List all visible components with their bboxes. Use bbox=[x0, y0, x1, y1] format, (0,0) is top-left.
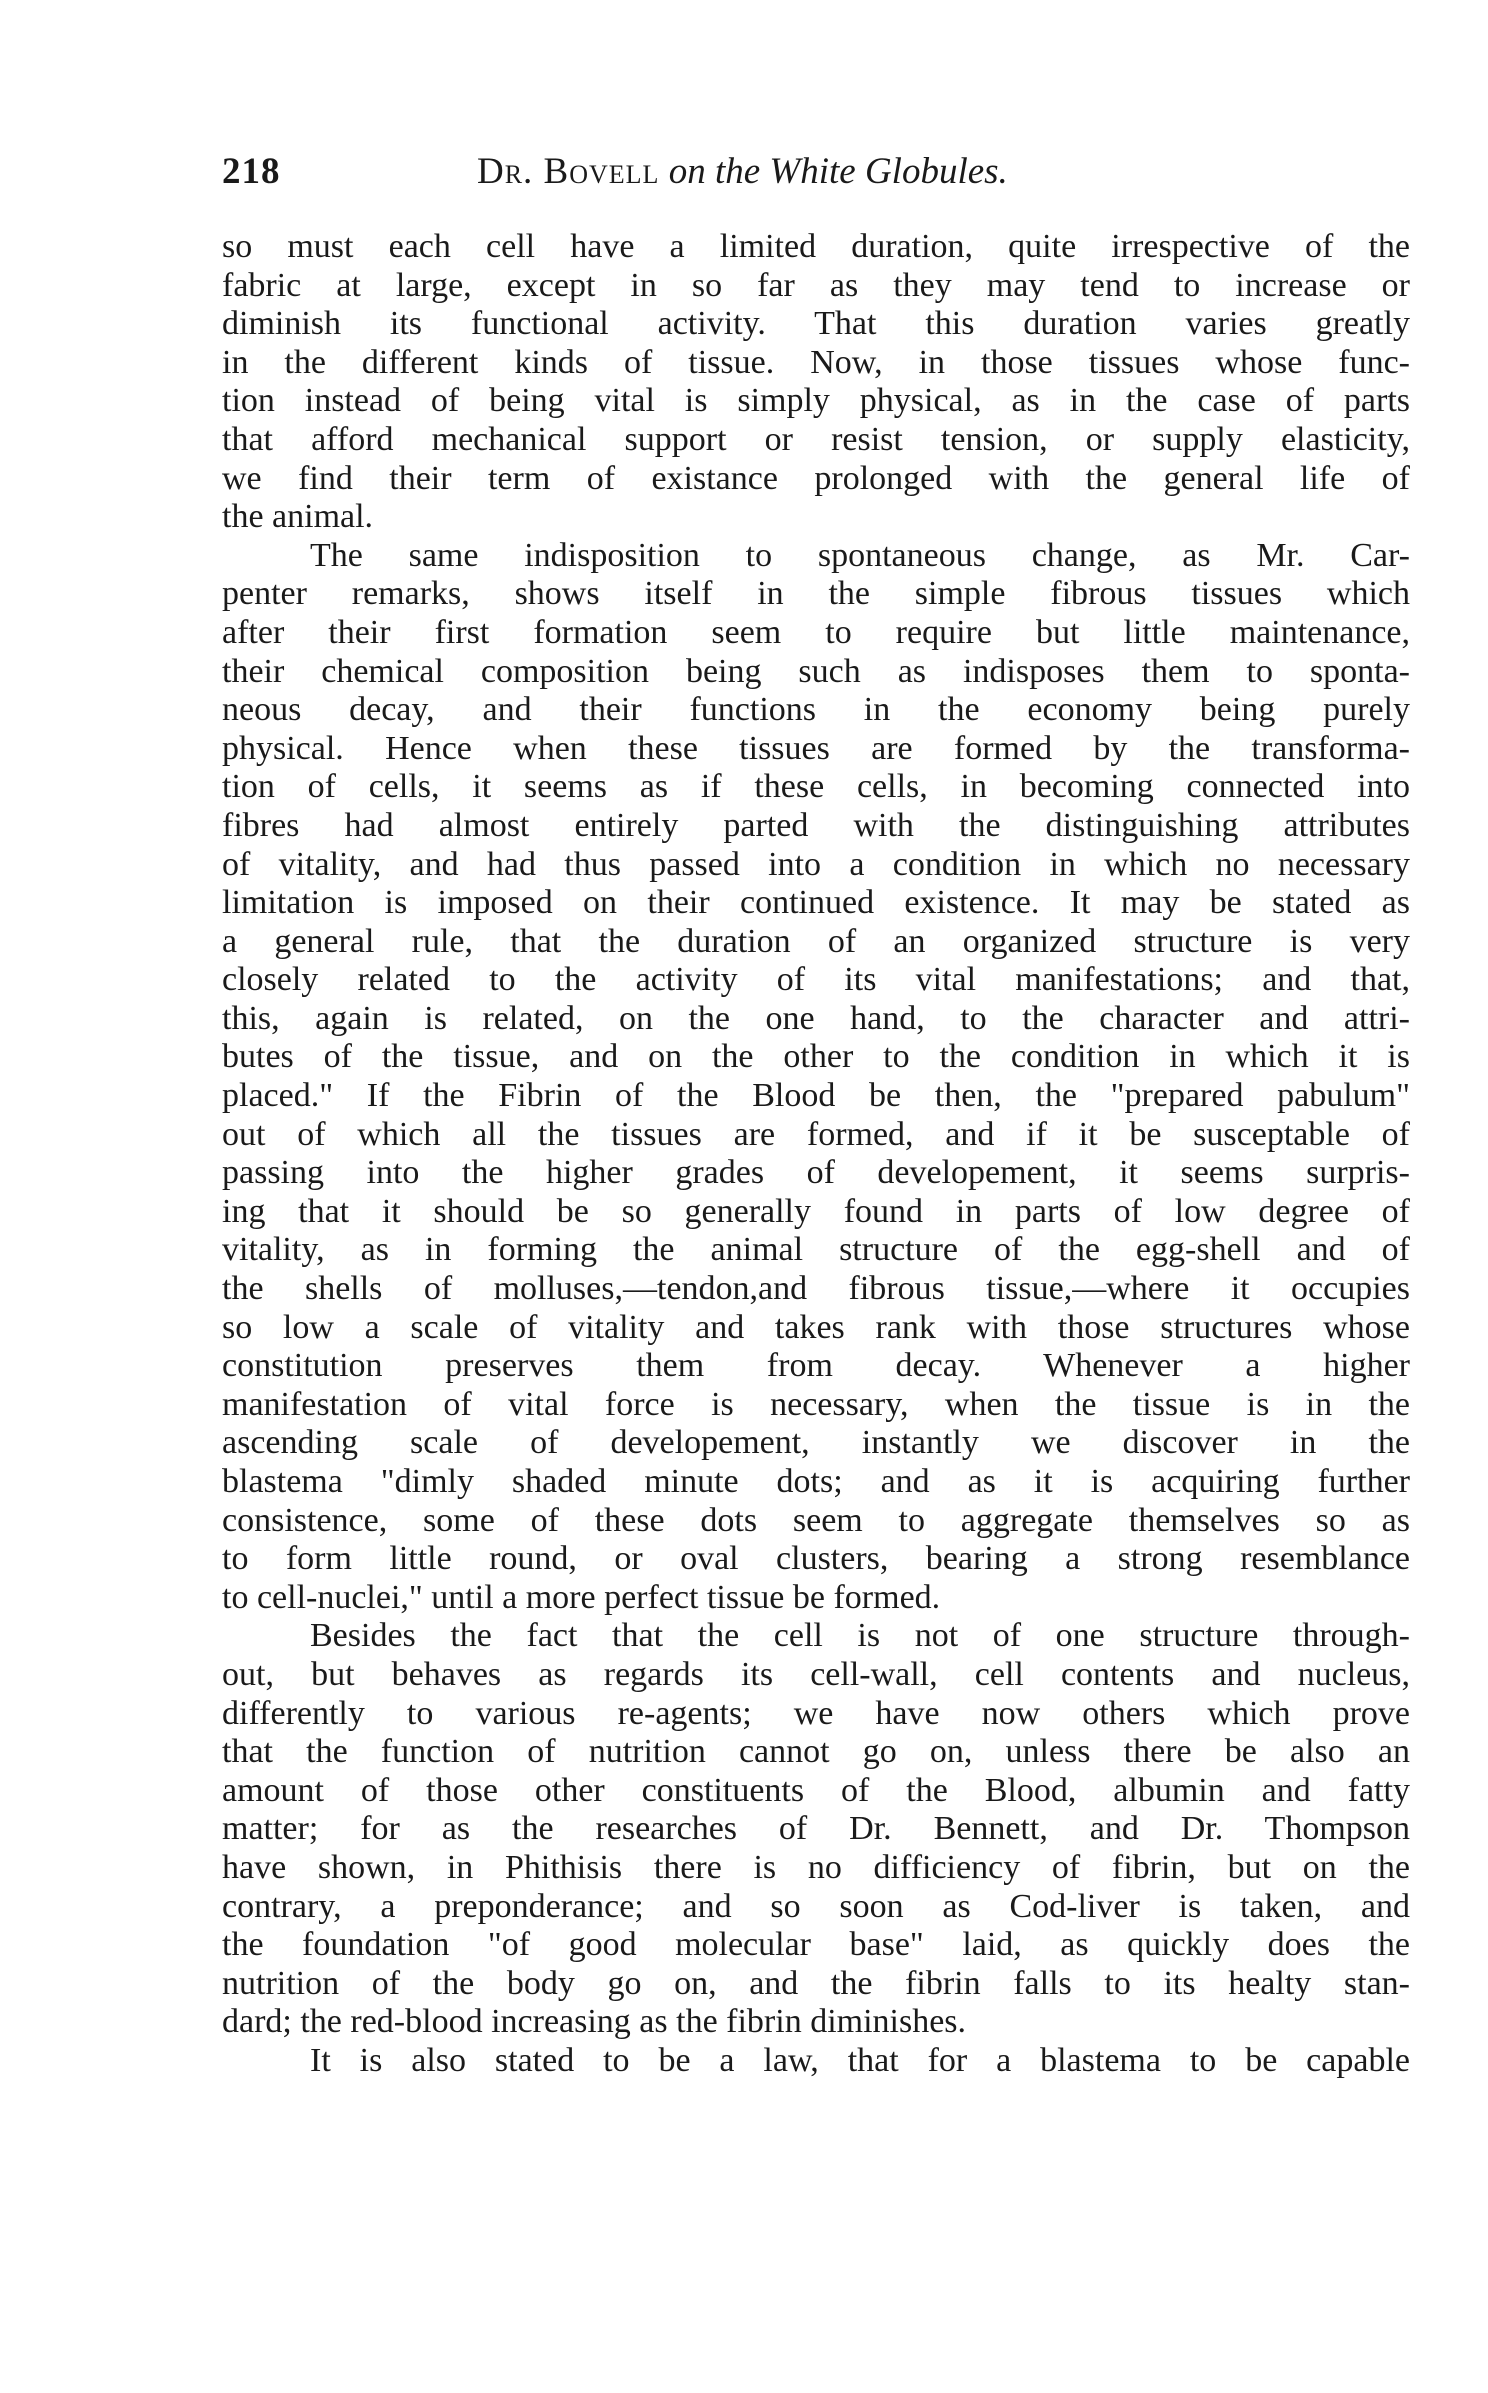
text-line: that afford mechanical support or resist tension, or supply elasticity, bbox=[222, 420, 1410, 458]
text-line: after their first formation seem to require but little maintenance, bbox=[222, 613, 1410, 651]
text-line: neous decay, and their functions in the economy being purely bbox=[222, 691, 1410, 729]
text-line: diminish its functional activity. That this duration varies greatly bbox=[222, 305, 1410, 343]
text-line: butes of the tissue, and on the other to the condition in which it is bbox=[222, 1038, 1410, 1076]
text-line: Besides the fact that the cell is not of one structure through- bbox=[310, 1617, 1410, 1655]
text-line: fabric at large, except in so far as they may tend to increase or bbox=[222, 266, 1410, 304]
text-line: The same indisposition to spontaneous change, as Mr. Car- bbox=[310, 536, 1410, 574]
text-line: blastema "dimly shaded minute dots; and as it is acquiring further bbox=[222, 1463, 1410, 1500]
text-line: the foundation "of good molecular base" laid, as quickly does the bbox=[222, 1926, 1410, 1964]
text-line: in the different kinds of tissue. Now, in those tissues whose func- bbox=[222, 343, 1410, 381]
running-title-subject: on the White Globules. bbox=[668, 151, 1008, 192]
text-line: placed." If the Fibrin of the Blood be then, the "prepared pabulum" bbox=[222, 1077, 1410, 1115]
text-line: tion of cells, it seems as if these cells, in becoming connected into bbox=[222, 768, 1410, 806]
paragraph-4 bbox=[222, 2042, 1410, 2081]
page-number: 218 bbox=[222, 151, 281, 192]
text-line: a general rule, that the duration of an organized structure is very bbox=[222, 922, 1410, 960]
text-line: the animal. bbox=[222, 498, 374, 536]
text-line: of vitality, and had thus passed into a condition in which no necessary bbox=[222, 845, 1410, 883]
text-line: penter remarks, shows itself in the simple fibrous tissues which bbox=[222, 575, 1410, 613]
running-title bbox=[477, 150, 1008, 193]
text-line: amount of those other constituents of the Blood, albumin and fatty bbox=[222, 1771, 1410, 1809]
running-title-author: Dr. Bovell bbox=[477, 151, 660, 192]
text-line: that the function of nutrition cannot go on, unless there be also an bbox=[222, 1733, 1410, 1771]
text-line: have shown, in Phithisis there is no difficiency of fibrin, but on the bbox=[222, 1848, 1410, 1886]
text-line: physical. Hence when these tissues are formed by the transforma- bbox=[222, 729, 1410, 767]
text-line: nutrition of the body go on, and the fibrin falls to its healty stan- bbox=[222, 1964, 1410, 2002]
text-line: consistence, some of these dots seem to aggregate themselves so as bbox=[222, 1501, 1410, 1539]
text-line: It is also stated to be a law, that for a blastema to be capable bbox=[310, 2041, 1410, 2079]
text-line: differently to various re-agents; we have now others which prove bbox=[222, 1694, 1410, 1732]
text-line: contrary, a preponderance; and so soon as Cod-liver is taken, and bbox=[222, 1887, 1410, 1925]
text-line: tion instead of being vital is simply physical, as in the case of parts bbox=[222, 382, 1410, 420]
text-line: their chemical composition being such as indisposes them to sponta- bbox=[222, 652, 1410, 690]
text-line: vitality, as in forming the animal structure of the egg-shell and of bbox=[222, 1231, 1410, 1269]
text-line: we find their term of existance prolonged with the general life of bbox=[222, 459, 1410, 497]
text-line: ascending scale of developement, instantly we discover in the bbox=[222, 1424, 1410, 1462]
text-line: to cell-nuclei," until a more perfect tissue be formed. bbox=[222, 1578, 941, 1616]
text-line: passing into the higher grades of developement, it seems surpris- bbox=[222, 1154, 1410, 1192]
text-line: so must each cell have a limited duration, quite irrespective of the bbox=[222, 228, 1410, 265]
text-line: so low a scale of vitality and takes rank with those structures whose bbox=[222, 1308, 1410, 1346]
paragraph-3 bbox=[222, 1617, 1410, 2042]
text-line: to form little round, or oval clusters, bearing a strong resemblance bbox=[222, 1540, 1410, 1578]
text-line: fibres had almost entirely parted with the distinguishing attributes bbox=[222, 806, 1410, 844]
text-line: dard; the red-blood increasing as the fibrin diminishes. bbox=[222, 2003, 967, 2041]
text-line: constitution preserves them from decay. Whenever a higher bbox=[222, 1347, 1410, 1385]
text-line: closely related to the activity of its vital manifestations; and that, bbox=[222, 961, 1410, 999]
text-line: this, again is related, on the one hand, to the character and attri- bbox=[222, 999, 1410, 1037]
text-line: manifestation of vital force is necessary, when the tissue is in the bbox=[222, 1385, 1410, 1423]
paragraph-1 bbox=[222, 228, 1410, 537]
text-line: matter; for as the researches of Dr. Bennett, and Dr. Thompson bbox=[222, 1810, 1410, 1848]
running-head bbox=[222, 150, 1402, 210]
text-line: ing that it should be so generally found in parts of low degree of bbox=[222, 1192, 1410, 1230]
paragraph-2 bbox=[222, 537, 1410, 1618]
text-line: the shells of molluses,—tendon,and fibrous tissue,—where it occupies bbox=[222, 1270, 1410, 1308]
text-line: limitation is imposed on their continued existence. It may be stated as bbox=[222, 884, 1410, 922]
body-text bbox=[222, 228, 1410, 2081]
text-line: out of which all the tissues are formed, and if it be susceptable of bbox=[222, 1115, 1410, 1153]
text-line: out, but behaves as regards its cell-wall, cell contents and nucleus, bbox=[222, 1655, 1410, 1693]
